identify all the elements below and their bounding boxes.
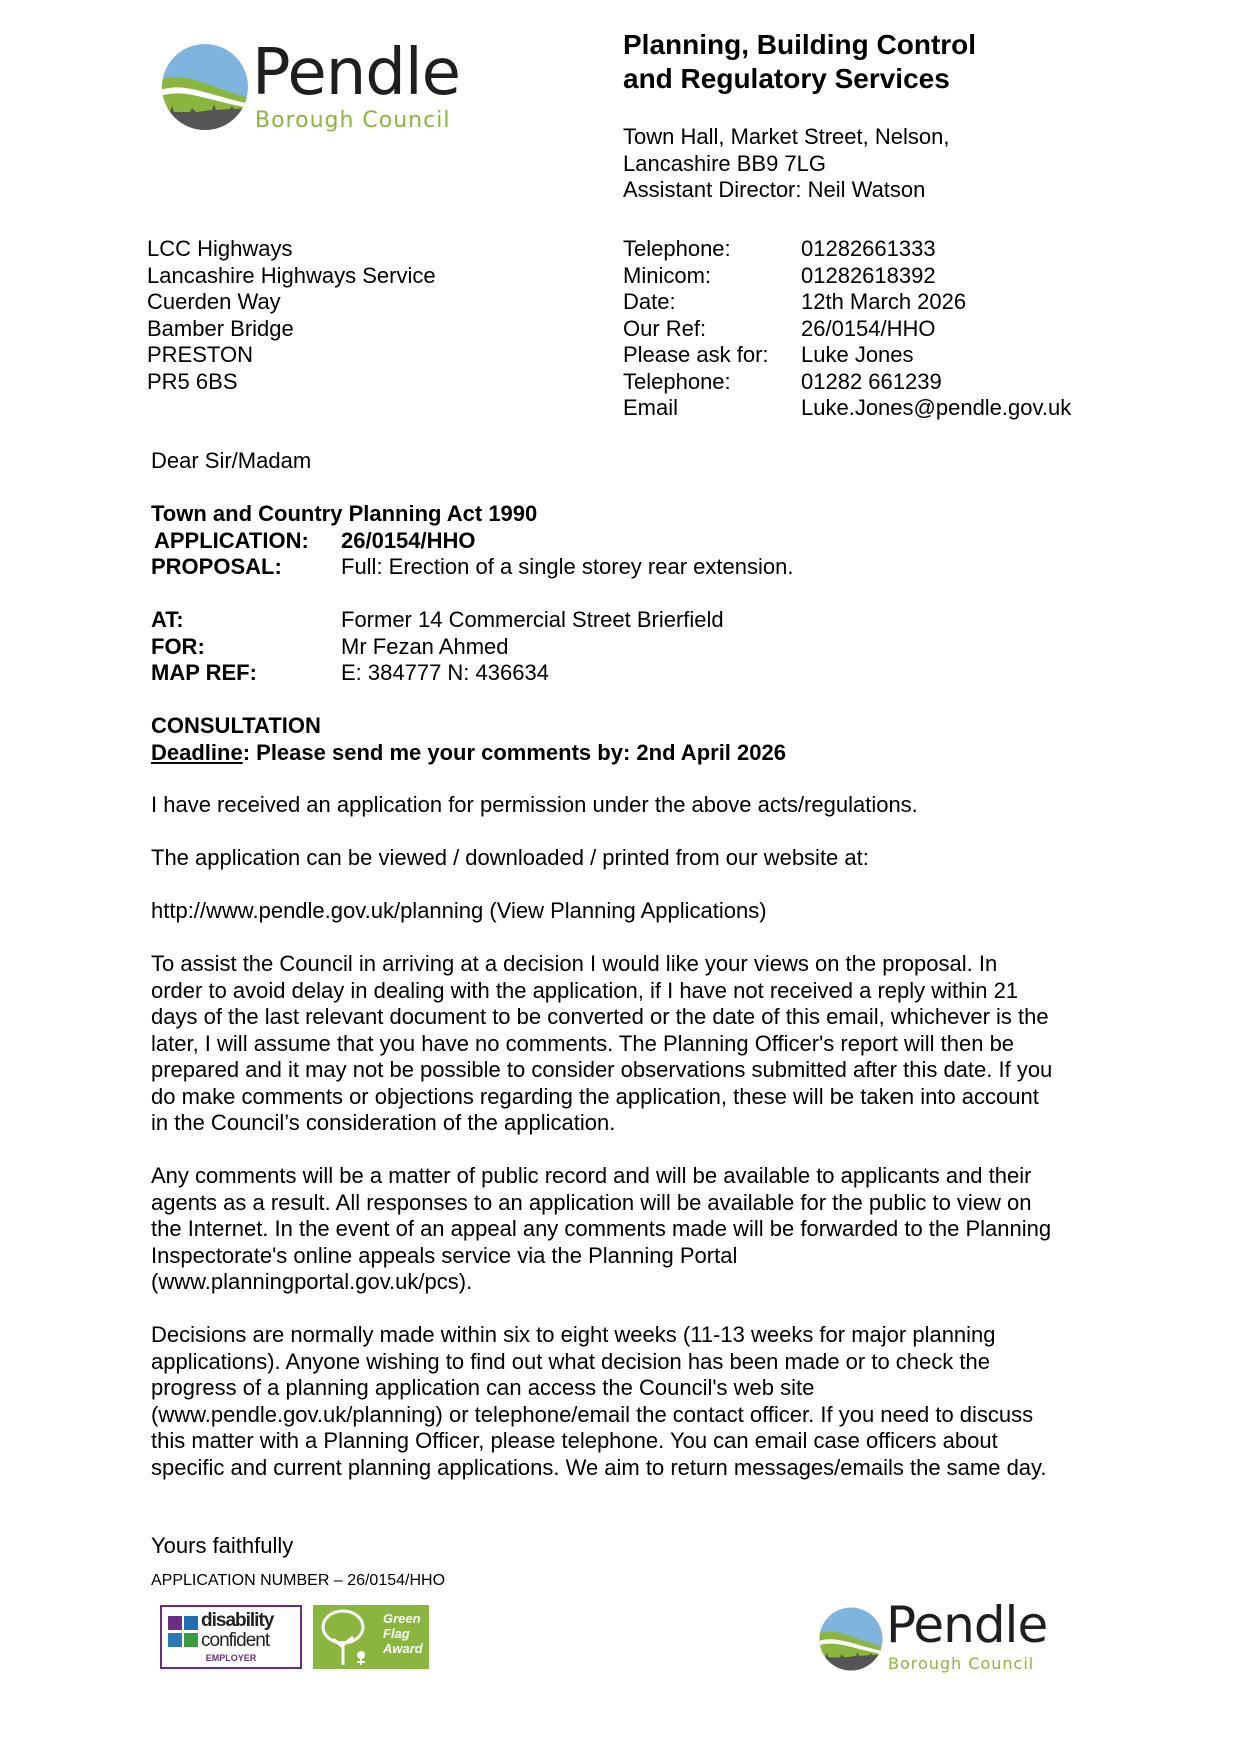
contact-row: Telephone: 01282661333 [623, 236, 936, 261]
confident-icon [184, 1616, 198, 1630]
contact-row: Minicom: 01282618392 [623, 262, 936, 288]
paragraph-4: To assist the Council in arriving at a decision I would like your views on the proposal. In order to avoid delay in dealing with the application, if I have not received a reply within 21 days of the last relevant document to be converted or the date of this email, whichever is the later, I will assume that you have no comments. The Planning Officer's report will then be prepared and it may not be possible to consider observations submitted after this date. If you do make comments or objections regarding the application, these will be taken into account in the Council’s consideration of the application. [151, 951, 1053, 1135]
contact-details [623, 236, 1071, 422]
logo-subtitle: Borough Council [255, 108, 451, 133]
consultation-section [151, 713, 1111, 766]
contact-row: Email Luke.Jones@pendle.gov.uk [623, 395, 1072, 420]
detail-row: FOR: Mr Fezan Ahmed [151, 633, 509, 659]
pendle-logo-icon [160, 42, 250, 132]
footer-application-number: APPLICATION NUMBER – 26/0154/HHO [151, 1572, 446, 1589]
salutation: Dear Sir/Madam [151, 448, 312, 473]
paragraph-5: Any comments will be a matter of public record and will be available to applicants and their agents as a result. All responses to an application will be available for the public to view on the Internet. In the event of an appeal any comments made will be forwarded to the Planning Inspectorate's online appeals service via the Planning Portal (www.planningportal.gov.uk/pcs). [151, 1163, 1052, 1294]
application-row: APPLICATION: 26/0154/HHO [154, 527, 476, 553]
closing: Yours faithfully [151, 1533, 294, 1558]
application-block [151, 501, 1111, 581]
proposal-row: PROPOSAL: Full: Erection of a single storey rear extension. [151, 554, 794, 579]
pendle-logo [160, 36, 461, 142]
badge-line-1: disability [201, 1610, 274, 1631]
green-flag-text: Green Flag Award [383, 1611, 423, 1656]
contact-row: Our Ref: 26/0154/HHO [623, 315, 936, 341]
detail-row: MAP REF: E: 384777 N: 436634 [151, 660, 549, 685]
department-title: Planning, Building Control and Regulatory Services [623, 29, 977, 94]
logo-wordmark: Pendle [252, 36, 461, 110]
contact-row: Please ask for: Luke Jones [623, 342, 914, 367]
paragraph-1: I have received an application for permission under the above acts/regulations. [151, 792, 918, 817]
contact-row: Telephone: 01282 661239 [623, 368, 942, 394]
footer-logo-wordmark: Pendle [886, 1596, 1048, 1654]
consultation-heading: CONSULTATION [151, 713, 321, 738]
planning-link[interactable]: http://www.pendle.gov.uk/planning (View Planning Applications) [151, 898, 767, 923]
recipient-address: LCC Highways Lancashire Highways Service Cuerden Way Bamber Bridge PRESTON PR5 6BS [147, 236, 436, 394]
site-details [151, 607, 1111, 687]
employer-icon-b [184, 1633, 198, 1647]
paragraph-6: Decisions are normally made within six to eight weeks (11-13 weeks for major planning applications). Anyone wishing to find out what decision has been made or to check the progress of a planning application can access the Council's web site (www.pendle.gov.uk/planning) or telephone/email the contact officer. If you need to discuss this matter with a Planning Officer, please telephone. You can email case officers about specific and current planning applications. We aim to return messages/emails the same day. [151, 1322, 1047, 1480]
detail-row: AT: Former 14 Commercial Street Brierfield [151, 607, 724, 632]
paragraph-2: The application can be viewed / downloaded / printed from our website at: [151, 845, 869, 870]
act-title: Town and Country Planning Act 1990 [151, 501, 538, 526]
contact-row: Date: 12th March 2026 [623, 289, 967, 314]
employer-icon-a [168, 1633, 182, 1647]
tree-icon [317, 1607, 373, 1667]
council-address: Town Hall, Market Street, Nelson, Lancashire BB9 7LG Assistant Director: Neil Watson [623, 124, 950, 202]
pendle-footer-logo [818, 1596, 1058, 1684]
badge-line-2: confident [201, 1630, 270, 1651]
disability-icon [168, 1616, 182, 1630]
pendle-footer-logo-icon [818, 1606, 884, 1672]
disability-confident-badge [160, 1605, 302, 1669]
green-flag-award-badge [313, 1605, 429, 1669]
deadline-line: Deadline: Please send me your comments by: 2nd April 2026 [151, 739, 786, 765]
footer-logo-subtitle: Borough Council [888, 1654, 1035, 1673]
badge-line-3: EMPLOYER [205, 1653, 257, 1663]
